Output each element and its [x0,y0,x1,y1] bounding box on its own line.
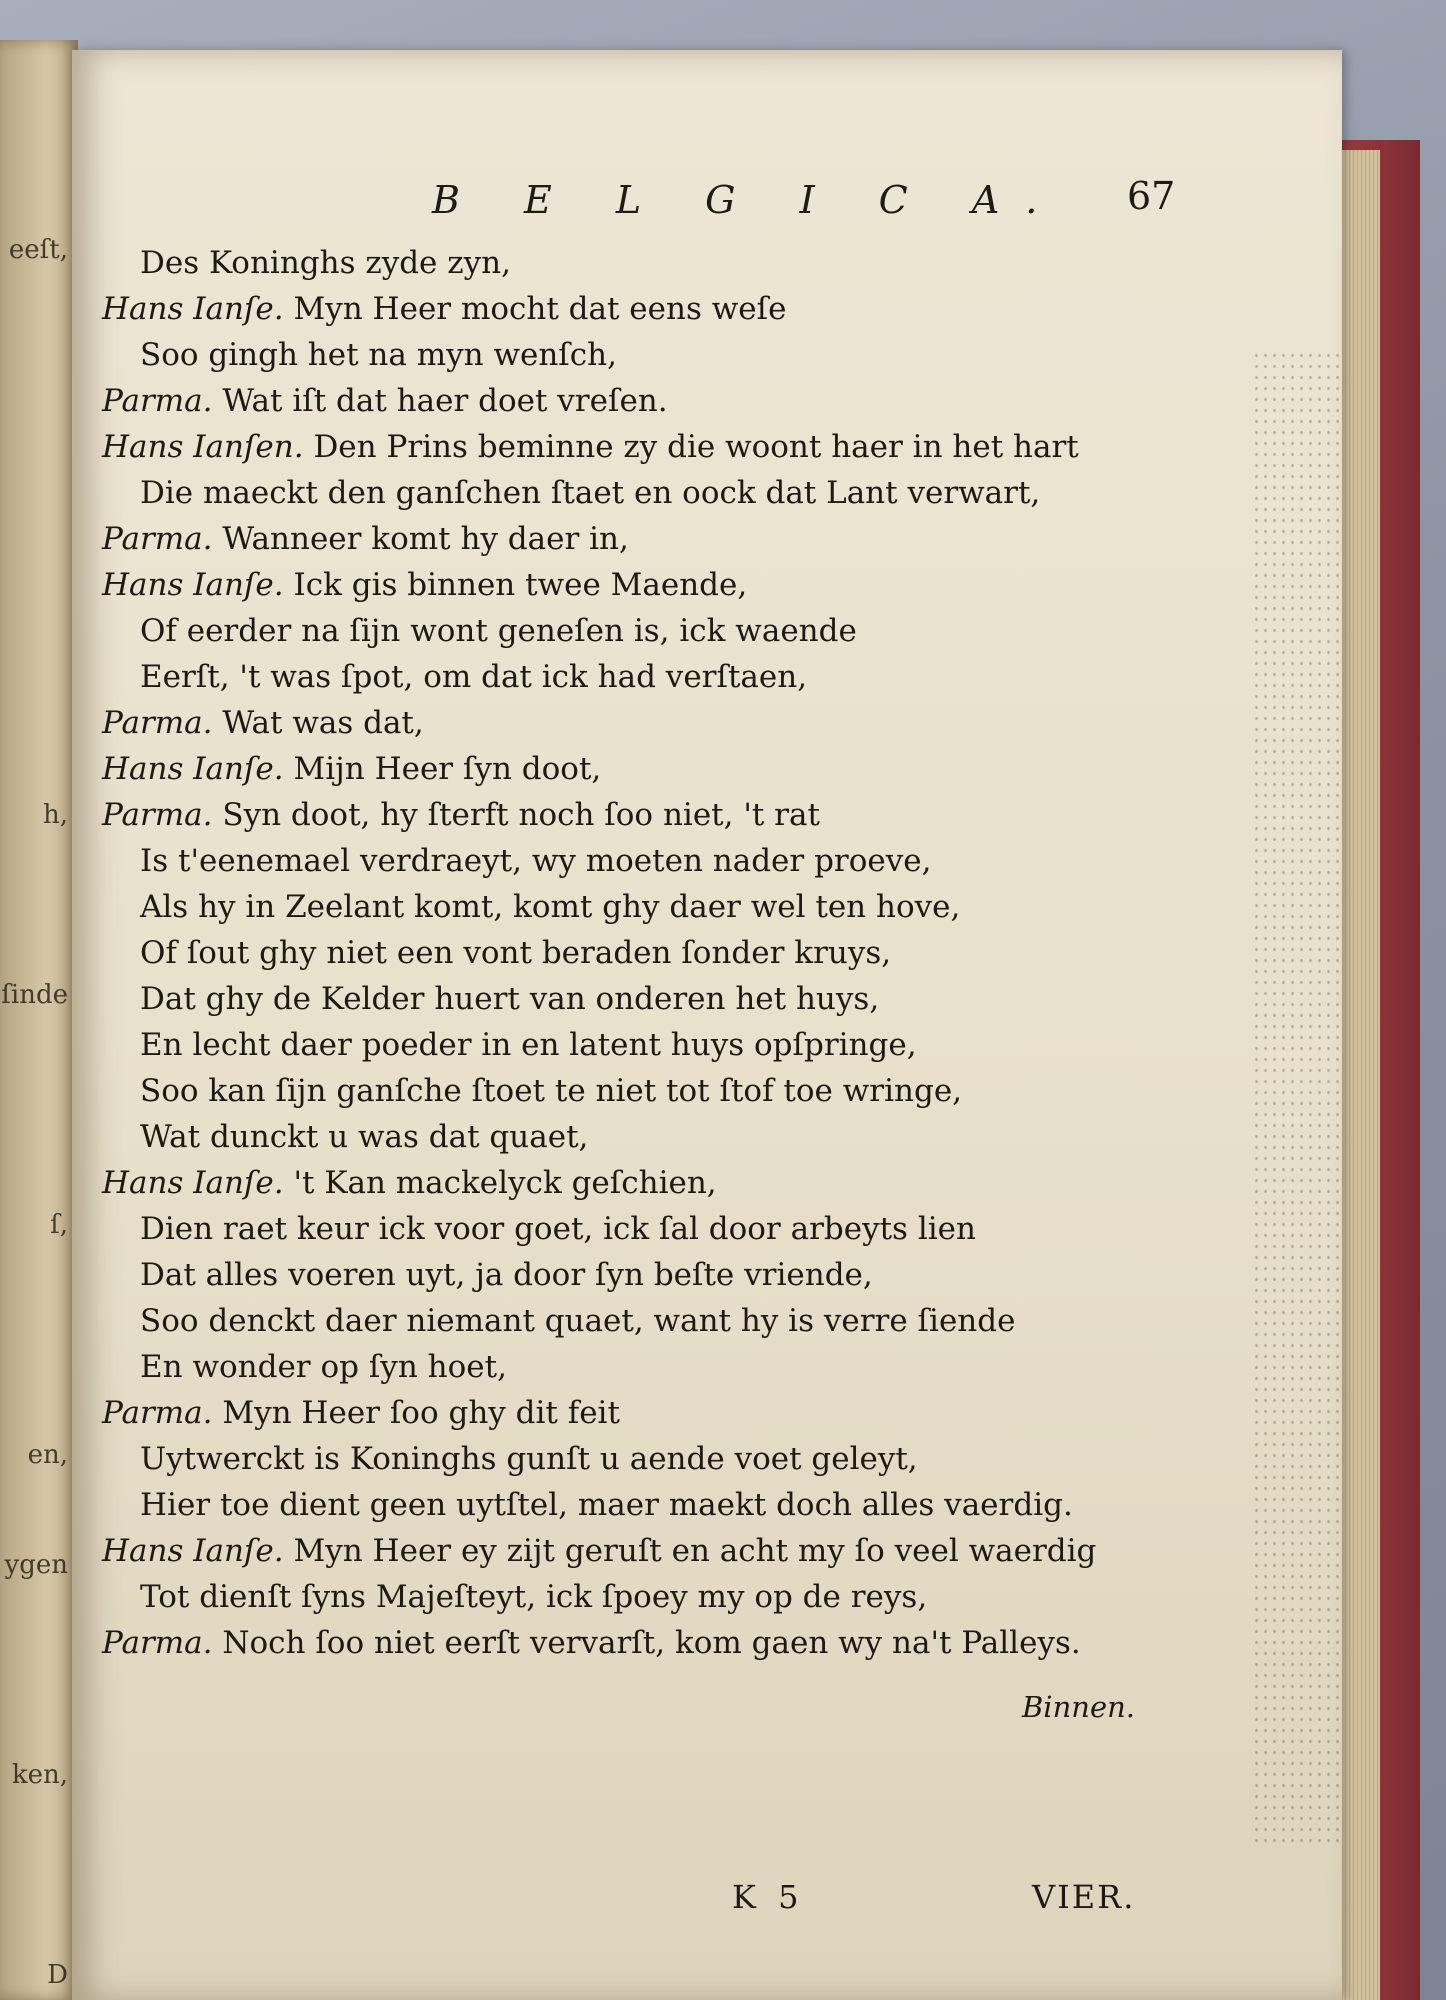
verse-line-text: Of eerder na ſijn wont geneſen is, ick waende [140,613,857,649]
verse-line-text: Die maeckt den ganſchen ſtaet en oock dat Lant verwart, [140,475,1041,511]
verse-line [102,1022,1232,1068]
verse-line [102,1252,1232,1298]
foxing-spots [1252,350,1342,1850]
left-page-fragment: ſinde [1,980,68,1010]
verse-line-text: Noch ſoo niet eerſt vervarſt, kom gaen wy na't Palleys. [222,1625,1081,1661]
verse-line-text: Dien raet keur ick voor goet, ick ſal door arbeyts lien [140,1211,976,1247]
left-page-fragment: D [47,1960,68,1990]
speaker-name: Parma. [102,1395,213,1431]
speaker-name: Parma. [102,383,213,419]
verse-line [102,1068,1232,1114]
page-number: 67 [1127,174,1176,218]
verse-line [102,332,1232,378]
speaker-name: Hans Ianſen. [102,429,304,465]
verse-line-text: Is t'eenemael verdraeyt, wy moeten nader proeve, [140,843,932,879]
verse-line [102,1620,1232,1666]
verse-line-text: Dat alles voeren uyt, ja door ſyn beſte vriende, [140,1257,873,1293]
verse-line-text: Myn Heer ey zijt geruſt en acht my ſo veel waerdig [293,1533,1097,1569]
verse-line-text: Wat was dat, [222,705,424,741]
speaker-name: Hans Ianſe. [102,1165,284,1201]
verse-line-text: Eerſt, 't was ſpot, om dat ick had verſtaen, [140,659,808,695]
verse-line [102,930,1232,976]
verse-line [102,1574,1232,1620]
verse-line [102,1160,1232,1206]
verse-line-text: Soo denckt daer niemant quaet, want hy is verre ſiende [140,1303,1016,1339]
verse-line [102,700,1232,746]
left-page-fragment: ſ, [50,1210,68,1240]
verse-line-text: Syn doot, hy ſterft noch ſoo niet, 't rat [222,797,820,833]
speaker-name: Parma. [102,1625,213,1661]
verse-line-text: Hier toe dient geen uytſtel, maer maekt doch alles vaerdig. [140,1487,1073,1523]
verse-line [102,608,1232,654]
page-header [72,174,1342,228]
verse-line-text: En lecht daer poeder in en latent huys opſpringe, [140,1027,917,1063]
verse-line [102,654,1232,700]
verse-line [102,976,1232,1022]
speaker-name: Hans Ianſe. [102,1533,284,1569]
signature-mark: K 5 [732,1878,805,1916]
verse-line-text: Dat ghy de Kelder huert van onderen het huys, [140,981,880,1017]
speaker-name: Parma. [102,705,213,741]
verse-line-text: Ick gis binnen twee Maende, [293,567,748,603]
verse-line-text: En wonder op ſyn hoet, [140,1349,507,1385]
catchword: VIER. [1032,1878,1136,1916]
verse-line-text: Des Koninghs zyde zyn, [140,245,511,281]
left-page-fragment: h, [42,800,68,830]
left-page-fragment: ken, [11,1760,68,1790]
verse-line [102,286,1232,332]
verse-line-text: Uytwerckt is Koninghs gunſt u aende voet geleyt, [140,1441,918,1477]
verse-line-text: Soo kan ſijn ganſche ſtoet te niet tot ſtof toe wringe, [140,1073,963,1109]
verse-line [102,838,1232,884]
left-page-fragment: ygen [4,1550,68,1580]
verse-line [102,1436,1232,1482]
verse-line [102,240,1232,286]
verse-text [102,240,1232,1666]
stage-direction: Binnen. [1022,1690,1135,1724]
verse-line [102,424,1232,470]
verse-line-text: Wat iſt dat haer doet vreſen. [222,383,668,419]
verse-line [102,1206,1232,1252]
verse-line [102,1114,1232,1160]
speaker-name: Hans Ianſe. [102,291,284,327]
left-page [0,40,78,2000]
speaker-name: Hans Ianſe. [102,751,284,787]
verse-line-text: Wat dunckt u was dat quaet, [140,1119,589,1155]
verse-line-text: Als hy in Zeelant komt, komt ghy daer wel ten hove, [140,889,961,925]
verse-line [102,1528,1232,1574]
verse-line-text: Myn Heer ſoo ghy dit feit [222,1395,620,1431]
left-page-fragment: eeſt, [8,235,68,265]
running-title: B E L G I C A. [432,178,1064,222]
verse-line [102,884,1232,930]
verse-line-text: Wanneer komt hy daer in, [222,521,629,557]
speaker-name: Parma. [102,797,213,833]
verse-line [102,516,1232,562]
verse-line-text: Den Prins beminne zy die woont haer in het hart [313,429,1079,465]
verse-line [102,746,1232,792]
verse-line [102,1298,1232,1344]
speaker-name: Parma. [102,521,213,557]
verse-line-text: Myn Heer mocht dat eens weſe [293,291,787,327]
verse-line [102,792,1232,838]
verse-line [102,562,1232,608]
speaker-name: Hans Ianſe. [102,567,284,603]
page-footer [72,1878,1342,1928]
book-page [72,50,1342,2000]
verse-line-text: Of ſout ghy niet een vont beraden ſonder kruys, [140,935,892,971]
verse-line [102,470,1232,516]
verse-line-text: Tot dienſt ſyns Majeſteyt, ick ſpoey my op de reys, [140,1579,928,1615]
verse-line-text: Mijn Heer ſyn doot, [293,751,602,787]
verse-line [102,1344,1232,1390]
verse-line-text: 't Kan mackelyck geſchien, [293,1165,717,1201]
verse-line [102,1390,1232,1436]
left-page-fragment: en, [27,1440,68,1470]
verse-line [102,378,1232,424]
verse-line [102,1482,1232,1528]
verse-line-text: Soo gingh het na myn wenſch, [140,337,617,373]
